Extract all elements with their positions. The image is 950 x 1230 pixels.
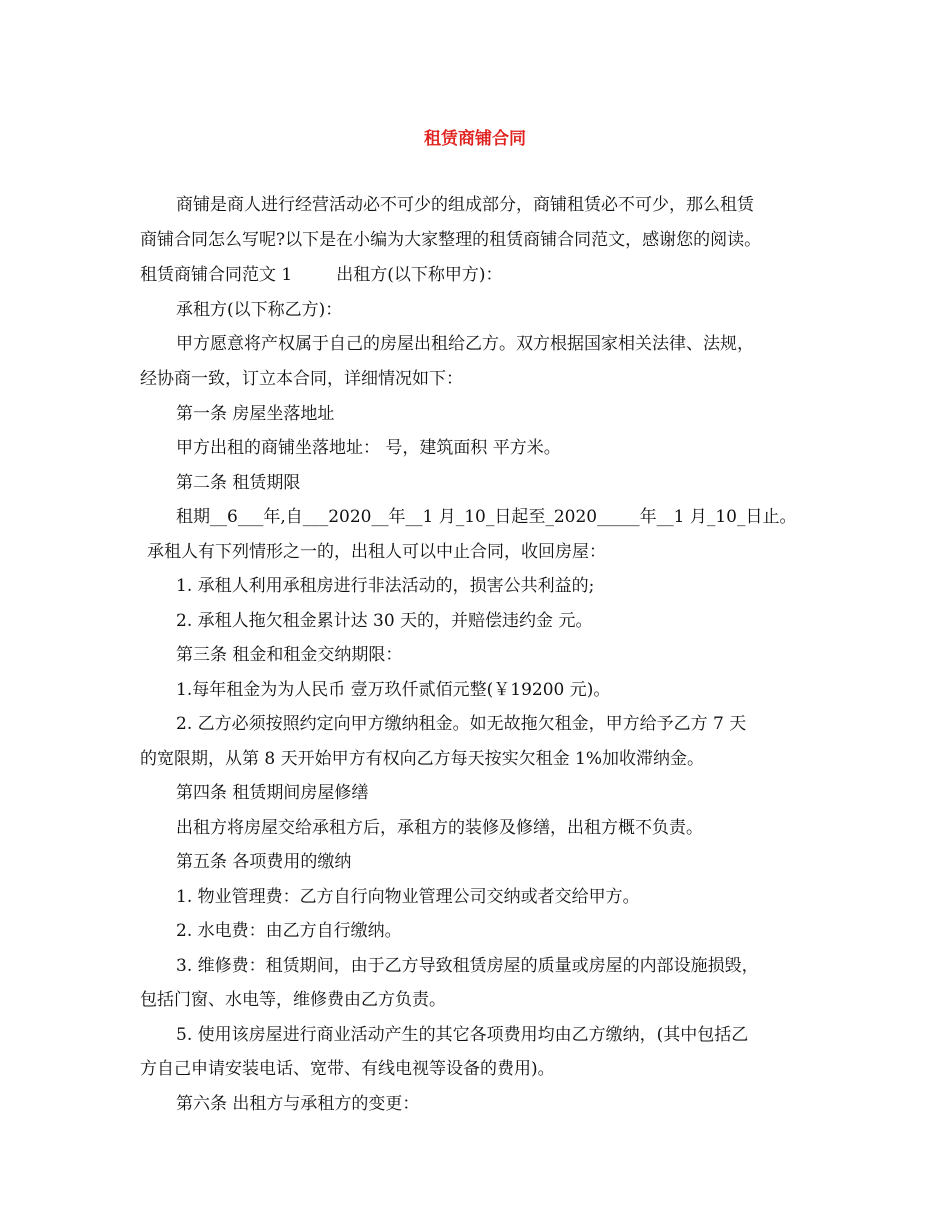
list-item: 2. 承租人拖欠租金累计达 30 天的，并赔偿违约金 元。 [176,611,593,631]
article-heading: 第四条 租赁期间房屋修缮 [176,783,369,803]
article-heading: 第二条 租赁期限 [176,473,301,493]
list-item: 1. 物业管理费：乙方自行向物业管理公司交纳或者交给甲方。 [176,887,640,907]
paragraph-line: 承租人有下列情形之一的，出租人可以中止合同，收回房屋： [147,542,606,562]
list-item: 3. 维修费：租赁期间，由于乙方导致租赁房屋的质量或房屋的内部设施损毁， [176,956,759,976]
list-item: 1.每年租金为为人民币 壹万玖仟贰佰元整(￥19200 元)。 [176,680,611,700]
article-heading: 第三条 租金和租金交纳期限： [176,645,403,665]
paragraph-line [140,263,830,287]
paragraph-line: 出租方将房屋交给承租方后，承租方的装修及修缮，出租方概不负责。 [176,818,703,838]
list-item: 2. 乙方必须按照约定向甲方缴纳租金。如无故拖欠租金，甲方给予乙方 7 天 [176,714,747,734]
document-title: 租赁商铺合同 [424,129,526,149]
list-item: 2. 水电费：由乙方自行缴纳。 [176,921,402,941]
paragraph-line: 甲方愿意将产权属于自己的房屋出租给乙方。双方根据国家相关法律、法规， [176,334,754,354]
sample-heading: 租赁商铺合同范文 1 [140,265,293,285]
lessor-label: 出租方(以下称甲方)： [336,265,503,285]
paragraph-line: 商铺合同怎么写呢?以下是在小编为大家整理的租赁商铺合同范文，感谢您的阅读。 [140,230,762,250]
paragraph-line: 经协商一致，订立本合同，详细情况如下： [140,369,463,389]
list-item: 1. 承租人利用承租房进行非法活动的，损害公共利益的; [176,576,595,596]
paragraph-line: 商铺是商人进行经营活动必不可少的组成部分，商铺租赁必不可少，那么租赁 [176,195,754,215]
list-item: 5. 使用该房屋进行商业活动产生的其它各项费用均由乙方缴纳，(其中包括乙 [176,1025,749,1045]
paragraph-line: 甲方出租的商铺坐落地址： 号，建筑面积 平方米。 [176,438,561,458]
article-heading: 第六条 出租方与承租方的变更： [176,1094,420,1114]
article-heading: 第五条 各项费用的缴纳 [176,852,352,872]
lease-term-line: 租期__6___年,自___2020__年__1 月_10_日起至_2020_____年__1 月_10_日止。 [176,507,797,527]
paragraph-line: 包括门窗、水电等，维修费由乙方负责。 [140,990,446,1010]
paragraph-line: 的宽限期，从第 8 天开始甲方有权向乙方每天按实欠租金 1%加收滞纳金。 [140,749,704,769]
article-heading: 第一条 房屋坐落地址 [176,404,335,424]
paragraph-line: 承租方(以下称乙方)： [176,300,343,320]
paragraph-line: 方自己申请安装电话、宽带、有线电视等设备的费用)。 [140,1059,555,1079]
